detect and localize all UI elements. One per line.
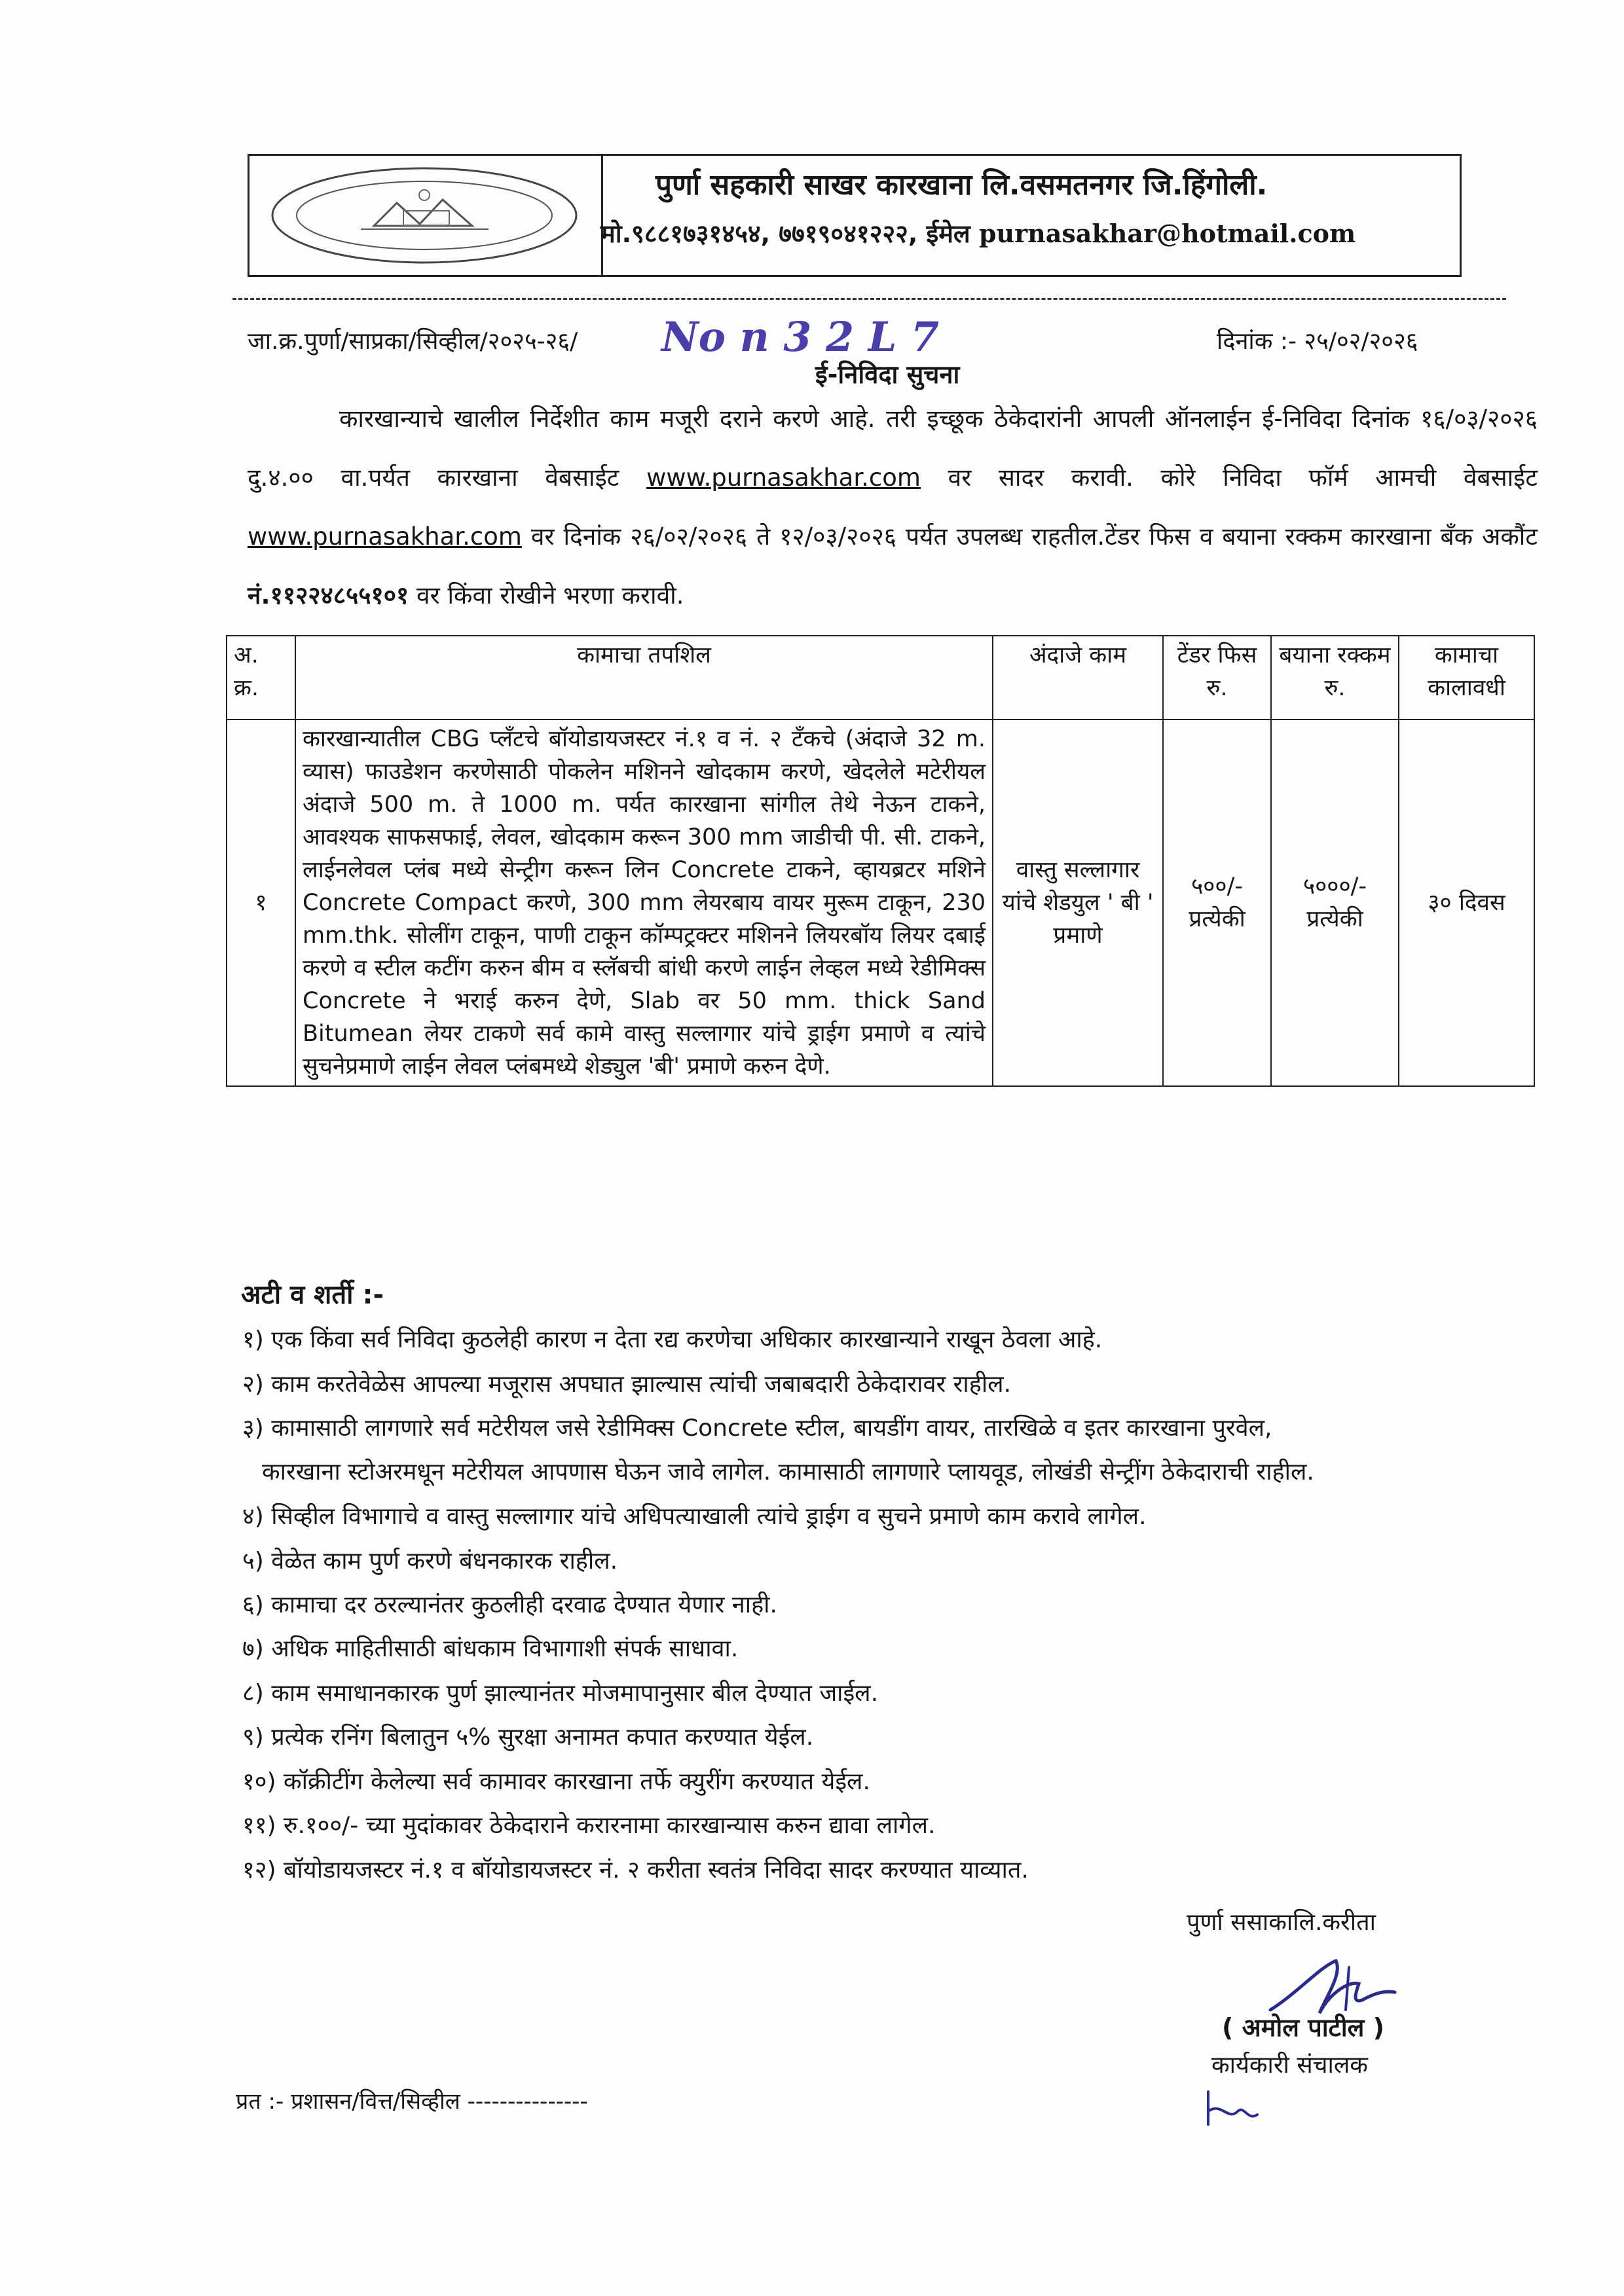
- bank-account-number: नं.११२२४८५५१०१: [248, 581, 409, 610]
- condition-item: ९) प्रत्येक रनिंग बिलातुन ५% सुरक्षा अनामत कपात करण्यात येईल.: [242, 1724, 814, 1751]
- letter-date: दिनांक :- २५/०२/२०२६: [1217, 328, 1418, 355]
- org-title: पुर्णा सहकारी साखर कारखाना लि.वसमतनगर जि.हिंगोली.: [655, 168, 1268, 202]
- copy-to-line: प्रत :- प्रशासन/वित्त/सिव्हील ---------------: [236, 2088, 588, 2115]
- letterhead: [248, 154, 1462, 277]
- signatory-name: ( अमोल पाटील ): [1222, 2013, 1384, 2042]
- condition-item: ४) सिव्हील विभागाचे व वास्तु सल्लागार यांचे अधिपत्याखाली त्यांचे ड्राईग व सुचने प्रमाणे काम करावे लागेल.: [242, 1503, 1147, 1530]
- th-description: कामाचा तपशिल: [295, 636, 993, 720]
- cell-description: कारखान्यातील CBG प्लँटचे बॉयोडायजस्टर नं.१ व नं. २ टँकचे (अंदाजे 32 m. व्यास) फाउडेशन करणेसाठी पोकलेन मशिनने खोदकाम करणे, खेदलेले मटेरीयल अंदाजे 500 m. ते 1000 m. पर्यत कारखाना सांगील तेथे नेऊन टाकने, आवश्यक साफसफाई, लेवल, खोदकाम करून 300 mm जाडीची पी. सी. टाकने, लाईनलेवल प्लंब मध्ये सेन्ट्रीग करून लिन Concrete टाकने, व्हायब्रटर मशिने Concrete Compact करणे, 300 mm लेयरबाय वायर मुरूम टाकून, 230 mm.thk. सोलींग टाकून, पाणी टाकून कॉम्पट्रक्टर मशिनने लियरबॉय लियर दबाई करणे व स्टील कटींग करुन बीम व स्लॅबची बांधी करणे लाईन लेव्हल मध्ये रेडीमिक्स Concrete ने भराई करुन देणे, Slab वर 50 mm. thick Sand Bitumean लेयर टाकणे सर्व कामे वास्तु सल्लागार यांचे ड्राईग प्रमाणे व त्यांचे सुचनेप्रमाणे लाईन लेवल प्लंबमध्ये शेड्युल 'बी' प्रमाणे करुन देणे.: [295, 720, 993, 1086]
- header-divider: [232, 298, 1506, 300]
- condition-item: कारखाना स्टोअरमधून मटेरीयल आपणास घेऊन जावे लागेल. कामासाठी लागणारे प्लायवूड, लोखंडी सेन्ट्रींग ठेकेदाराची राहील.: [262, 1459, 1314, 1485]
- notice-title: ई-निविदा सुचना: [815, 360, 960, 389]
- org-contact: [600, 216, 1452, 250]
- th-deposit: बयाना रक्कम रु.: [1271, 636, 1399, 720]
- condition-item: ६) कामाचा दर ठरल्यानंतर कुठलीही दरवाढ देण्यात येणार नाही.: [242, 1592, 777, 1618]
- intro-part2: वर सादर करावी. कोरे निविदा फॉर्म आमची वेबसाईट: [948, 464, 1538, 492]
- condition-item: ११) रु.१००/- च्या मुदांकावर ठेकेदाराने करारनामा कारखान्यास करुन द्यावा लागेल.: [242, 1812, 936, 1839]
- cell-estimate: वास्तु सल्लागार यांचे शेडयुल ' बी ' प्रमाणे: [993, 720, 1163, 1086]
- contact-email: purnasakhar@hotmail.com: [978, 219, 1356, 248]
- logo-cell: [249, 156, 603, 275]
- intro-part3: वर दिनांक २६/०२/२०२६ ते १२/०३/२०२६ पर्यत उपलब्ध राहतील.टेंडर फिस व बयाना रक्कम कारखाना बँक अकौंट: [530, 522, 1538, 551]
- th-sr: अ. क्र.: [227, 636, 295, 720]
- intro-part1: कारखान्याचे खालील निर्देशीत काम मजूरी दराने करणे आहे. तरी इच्छूक ठेकेदारांनी आपली ऑनलाईन ई-निविदा दिनांक १६/०३/२०२६ दु.४.०० वा.पर्यत कारखाना वेबसाईट: [248, 405, 1538, 492]
- contact-phones: मो.९८८१७३१४५४, ७७१९०४१२२२, ईमेल: [600, 219, 970, 248]
- cell-tender-fee: ५००/- प्रत्येकी: [1163, 720, 1271, 1086]
- table-header-row: [227, 636, 1534, 720]
- condition-item: ८) काम समाधानकारक पुर्ण झाल्यानंतर मोजमापानुसार बील देण्यात जाईल.: [242, 1680, 879, 1707]
- condition-item: ७) अधिक माहितीसाठी बांधकाम विभागाशी संपर्क साधावा.: [242, 1635, 739, 1662]
- cell-deposit: ५०००/- प्रत्येकी: [1271, 720, 1399, 1086]
- reference-number: जा.क्र.पुर्णा/साप्रका/सिव्हील/२०२५-२६/: [248, 328, 578, 355]
- cell-duration: ३० दिवस: [1399, 720, 1534, 1086]
- th-tender-fee: टेंडर फिस रु.: [1163, 636, 1271, 720]
- condition-item: १०) कॉक्रीटींग केलेल्या सर्व कामावर कारखाना तर्फे क्युरींग करण्यात येईल.: [242, 1768, 870, 1795]
- initials-mark: [1202, 2085, 1261, 2131]
- handwritten-outward-number: No n 3 2 L 7: [661, 313, 940, 361]
- th-estimate: अंदाजे काम: [993, 636, 1163, 720]
- website-link-1[interactable]: www.purnasakhar.com: [646, 464, 921, 492]
- cell-sr: १: [227, 720, 295, 1086]
- intro-paragraph: [248, 390, 1538, 625]
- intro-part4: वर किंवा रोखीने भरणा करावी.: [416, 581, 684, 610]
- conditions-title: अटी व शर्ती :-: [241, 1280, 384, 1310]
- factory-seal-logo: [263, 164, 587, 267]
- th-duration: कामाचा कालावधी: [1399, 636, 1534, 720]
- condition-item: २) काम करतेवेळेस आपल्या मजूरास अपघात झाल्यास त्यांची जबाबदारी ठेकेदारावर राहील.: [242, 1371, 1012, 1398]
- works-table: [226, 635, 1535, 1087]
- website-link-2[interactable]: www.purnasakhar.com: [248, 522, 522, 551]
- condition-item: १) एक किंवा सर्व निविदा कुठलेही कारण न देता रद्य करणेचा अधिकार कारखान्याने राखून ठेवला आहे.: [242, 1326, 1103, 1353]
- table-row: [227, 720, 1534, 1086]
- condition-item: ५) वेळेत काम पुर्ण करणे बंधनकारक राहील.: [242, 1548, 618, 1575]
- condition-item: ३) कामासाठी लागणारे सर्व मटेरीयल जसे रेडीमिक्स Concrete स्टील, बायडींग वायर, तारखिळे व इतर कारखाना पुरवेल,: [242, 1415, 1272, 1442]
- signatory-designation: कार्यकारी संचालक: [1211, 2052, 1368, 2079]
- signature-for-label: पुर्णा ससाकालि.करीता: [1187, 1909, 1376, 1936]
- condition-item: १२) बॉयोडायजस्टर नं.१ व बॉयोडायजस्टर नं. २ करीता स्वतंत्र निविदा सादर करण्यात याव्यात.: [242, 1857, 1029, 1884]
